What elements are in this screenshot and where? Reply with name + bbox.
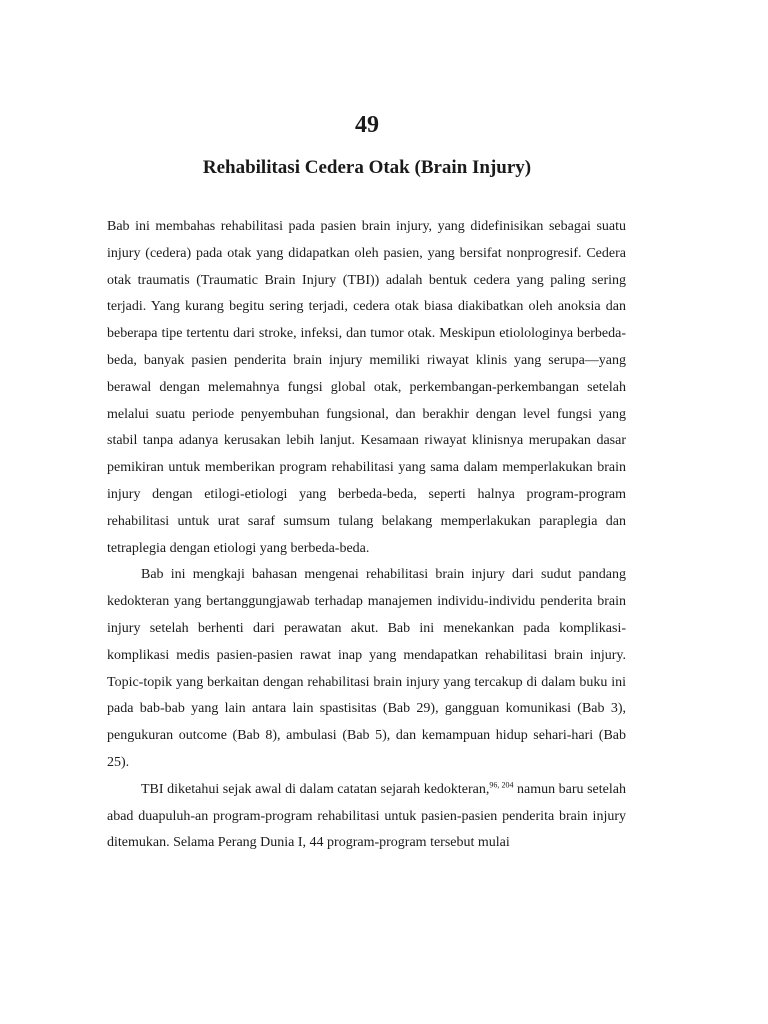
paragraph-2: Bab ini mengkaji bahasan mengenai rehabilitasi brain injury dari sudut pandang kedokteran yang bertanggungjawab terhadap manajemen individu-individu penderita brain injury setelah berhenti dari perawatan akut. Bab ini menekankan pada komplikasi-komplikasi medis pasien-pasien rawat inap yang mendapatkan rehabilitasi brain injury. Topic-topik yang berkaitan dengan rehabilitasi brain injury yang tercakup di dalam buku ini pada bab-bab yang lain antara lain spastisitas (Bab 29), gangguan komunikasi (Bab 3), pengukuran outcome (Bab 8), ambulasi (Bab 5), dan kemampuan hidup sehari-hari (Bab 25). [107, 567, 626, 770]
paragraph-3 [107, 777, 626, 857]
chapter-number: 49 [355, 112, 379, 138]
paragraph-3-text-after: namun baru setelah abad duapuluh-an program-program rehabilitasi untuk pasien-pasien penderita brain injury ditemukan. Selama Perang Dunia I, 44 program-program tersebut mulai [107, 781, 626, 851]
body-text [107, 214, 626, 857]
citation-superscript: 96, 204 [489, 780, 514, 790]
chapter-title: Rehabilitasi Cedera Otak (Brain Injury) [202, 157, 532, 178]
paragraph-3-text-before: TBI diketahui sejak awal di dalam catatan sejarah kedokteran, [141, 781, 490, 797]
paragraph-1: Bab ini membahas rehabilitasi pada pasien brain injury, yang didefinisikan sebagai suatu injury (cedera) pada otak yang didapatkan oleh pasien, yang bersifat nonprogresif. Cedera otak traumatis (Traumatic Brain Injury (TBI)) adalah bentuk cedera yang paling sering terjadi. Yang kurang begitu sering terjadi, cedera otak biasa diakibatkan oleh anoksia dan beberapa tipe tertentu dari stroke, infeksi, dan tumor otak. Meskipun etiolologinya berbeda-beda, banyak pasien penderita brain injury memiliki riwayat klinis yang serupa—yang berawal dengan melemahnya fungsi global otak, perkembangan-perkembangan setelah melalui suatu periode penyembuhan fungsional, dan berakhir dengan level fungsi yang stabil tanpa adanya kerusakan lebih lanjut. Kesamaan riwayat klinisnya merupakan dasar pemikiran untuk memberikan program rehabilitasi yang sama dalam memperlakukan brain injury dengan etilogi-etiologi yang berbeda-beda, seperti halnya program-program rehabilitasi untuk urat saraf sumsum tulang belakang memperlakukan paraplegia dan tetraplegia dengan etiologi yang berbeda-beda. [107, 219, 626, 556]
